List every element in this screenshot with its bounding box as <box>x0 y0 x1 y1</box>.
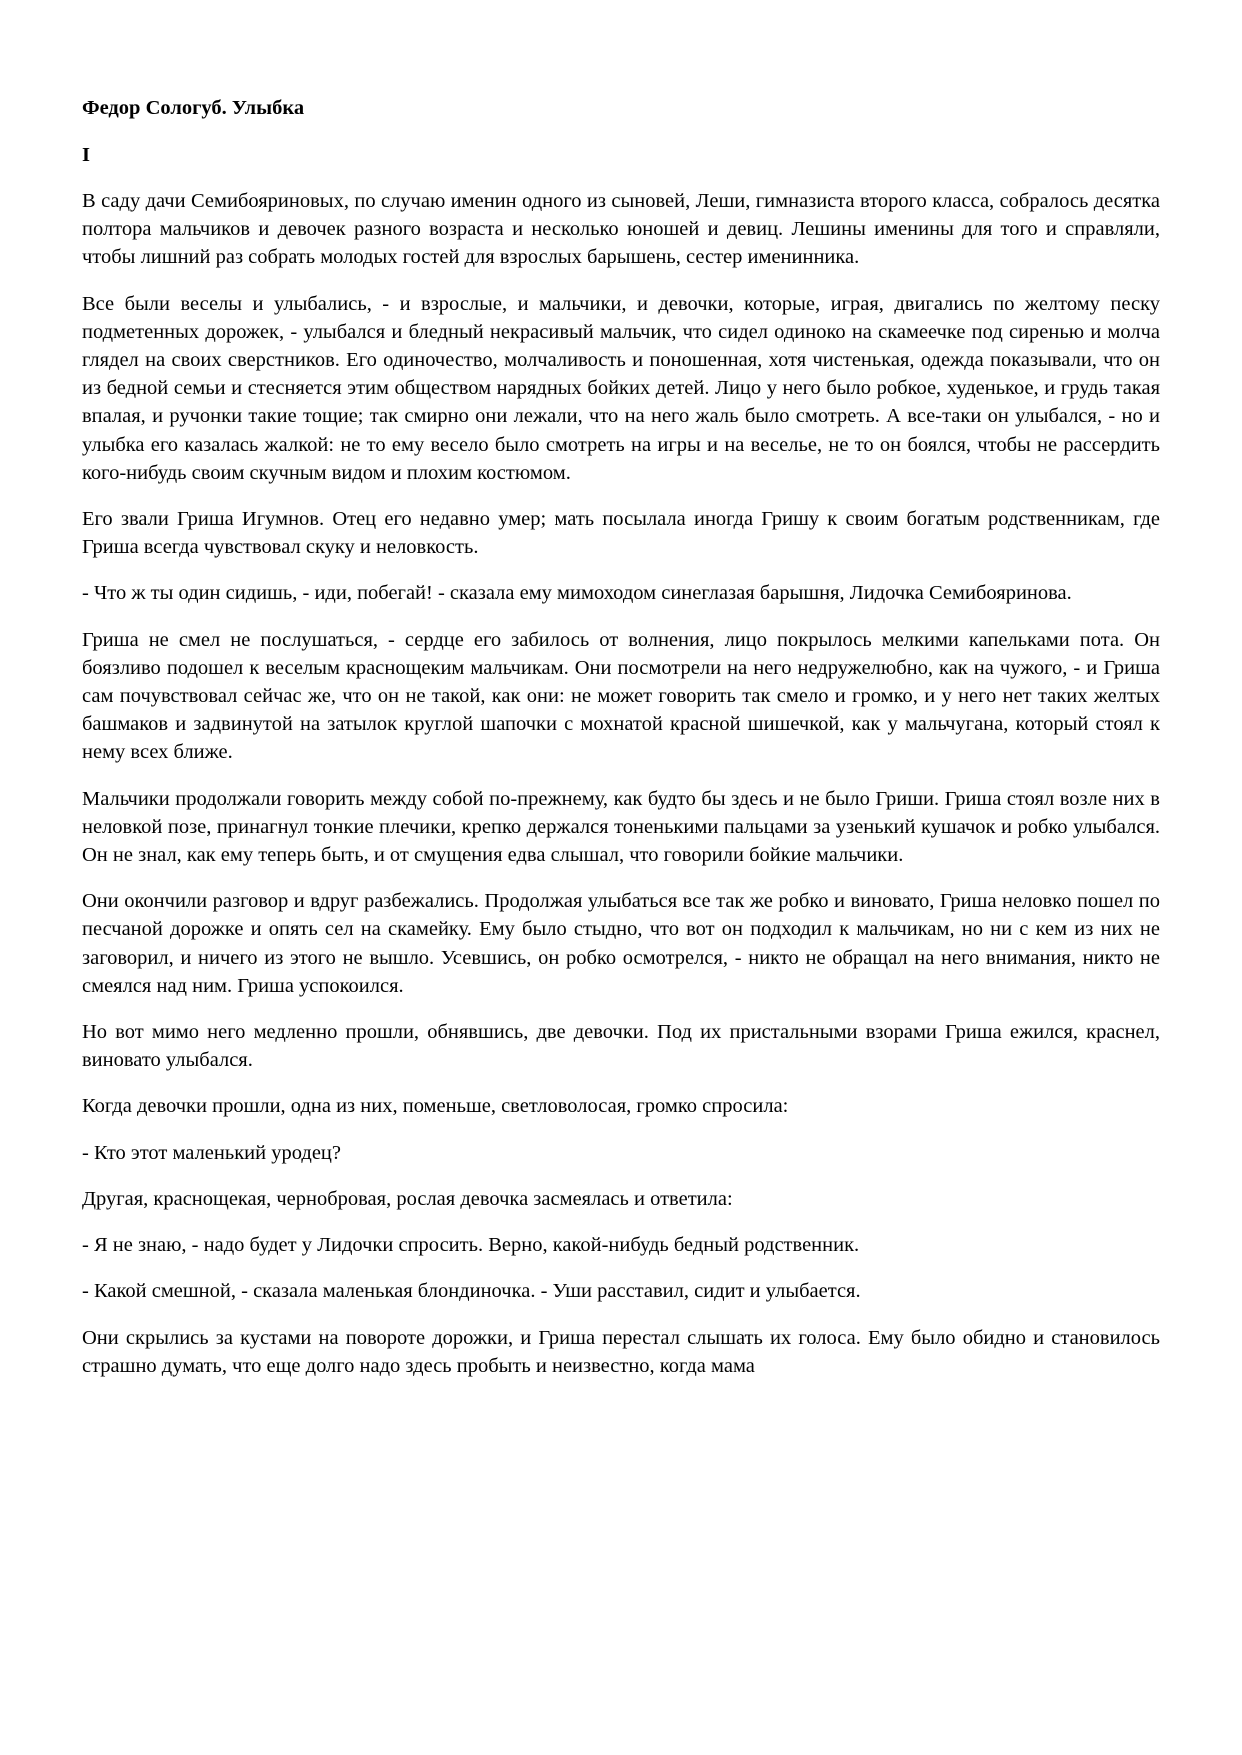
paragraph: Гриша не смел не послушаться, - сердце его забилось от волнения, лицо покрылось мелкими капельками пота. Он боязливо подошел к веселым краснощеким мальчикам. Они посмотрели на него недружелюбно, как на чужого, - и Гриша сам почувствовал сейчас же, что он не такой, как они: не может говорить так смело и громко, и у него нет таких желтых башмаков и задвинутой на затылок круглой шапочки с мохнатой красной шишечкой, как у мальчугана, который стоял к нему всех ближе. <box>82 628 1160 764</box>
paragraph: Они скрылись за кустами на повороте дорожки, и Гриша перестал слышать их голоса. Ему было обидно и становилось страшно думать, что еще долго надо здесь пробыть и неизвестно, когда мама <box>82 1326 1160 1377</box>
paragraph: Все были веселы и улыбались, - и взрослые, и мальчики, и девочки, которые, играя, двигались по желтому песку подметенных дорожек, - улыбался и бледный некрасивый мальчик, что сидел одиноко на скамеечке под сиренью и молча глядел на своих сверстников. Его одиночество, молчаливость и поношенная, хотя чистенькая, одежда показывали, что он из бедной семьи и стесняется этим обществом нарядных бойких детей. Лицо у него было робкое, худенькое, и грудь такая впалая, и ручонки такие тощие; так смирно они лежали, что на него жаль было смотреть. А все-таки он улыбался, - но и улыбка его казалась жалкой: не то ему весело было смотреть на игры и на веселье, не то он боялся, чтобы не рассердить кого-нибудь своим скучным видом и плохим костюмом. <box>82 292 1160 484</box>
paragraph: Но вот мимо него медленно прошли, обнявшись, две девочки. Под их пристальными взорами Гриша ежился, краснел, виновато улыбался. <box>82 1021 1160 1072</box>
chapter-heading: I <box>82 144 90 166</box>
paragraph: - Что ж ты один сидишь, - иди, побегай! - сказала ему мимоходом синеглазая барышня, Лидочка Семибояринова. <box>82 582 1072 605</box>
paragraph: Они окончили разговор и вдруг разбежались. Продолжая улыбаться все так же робко и виновато, Гриша неловко пошел по песчаной дорожке и опять сел на скамейку. Ему было стыдно, что вот он подходил к мальчикам, но ни с кем из них не заговорил, и ничего из этого не вышло. Усевшись, он робко осмотрелся, - никто не обращал на него внимания, никто не смеялся над ним. Гриша успокоился. <box>82 890 1160 997</box>
paragraph: Мальчики продолжали говорить между собой по-прежнему, как будто бы здесь и не было Гриши. Гриша стоял возле них в неловкой позе, принагнул тонкие плечики, крепко держался тоненькими пальцами за узенький кушачок и робко улыбался. Он не знал, как ему теперь быть, и от смущения едва слышал, что говорили бойкие мальчики. <box>82 787 1160 867</box>
document-page <box>82 94 1160 1398</box>
paragraph: В саду дачи Семибояриновых, по случаю именин одного из сыновей, Леши, гимназиста второго класса, собралось десятка полтора мальчиков и девочек разного возраста и несколько юношей и девиц. Лешины именины для того и справляли, чтобы лишний раз собрать молодых гостей для взрослых барышень, сестер именинника. <box>82 190 1160 269</box>
paragraph: Когда девочки прошли, одна из них, поменьше, светловолосая, громко спросила: <box>82 1095 789 1118</box>
paragraph: - Я не знаю, - надо будет у Лидочки спросить. Верно, какой-нибудь бедный родственник. <box>82 1234 860 1257</box>
paragraph: Его звали Гриша Игумнов. Отец его недавно умер; мать посылала иногда Гришу к своим богатым родственникам, где Гриша всегда чувствовал скуку и неловкость. <box>82 508 1160 559</box>
document-title: Федор Сологуб. Улыбка <box>82 97 305 119</box>
paragraph: - Кто этот маленький уродец? <box>82 1141 342 1164</box>
paragraph: Другая, краснощекая, чернобровая, рослая девочка засмеялась и ответила: <box>82 1187 733 1210</box>
paragraph: - Какой смешной, - сказала маленькая блондиночка. - Уши расставил, сидит и улыбается. <box>82 1280 861 1303</box>
